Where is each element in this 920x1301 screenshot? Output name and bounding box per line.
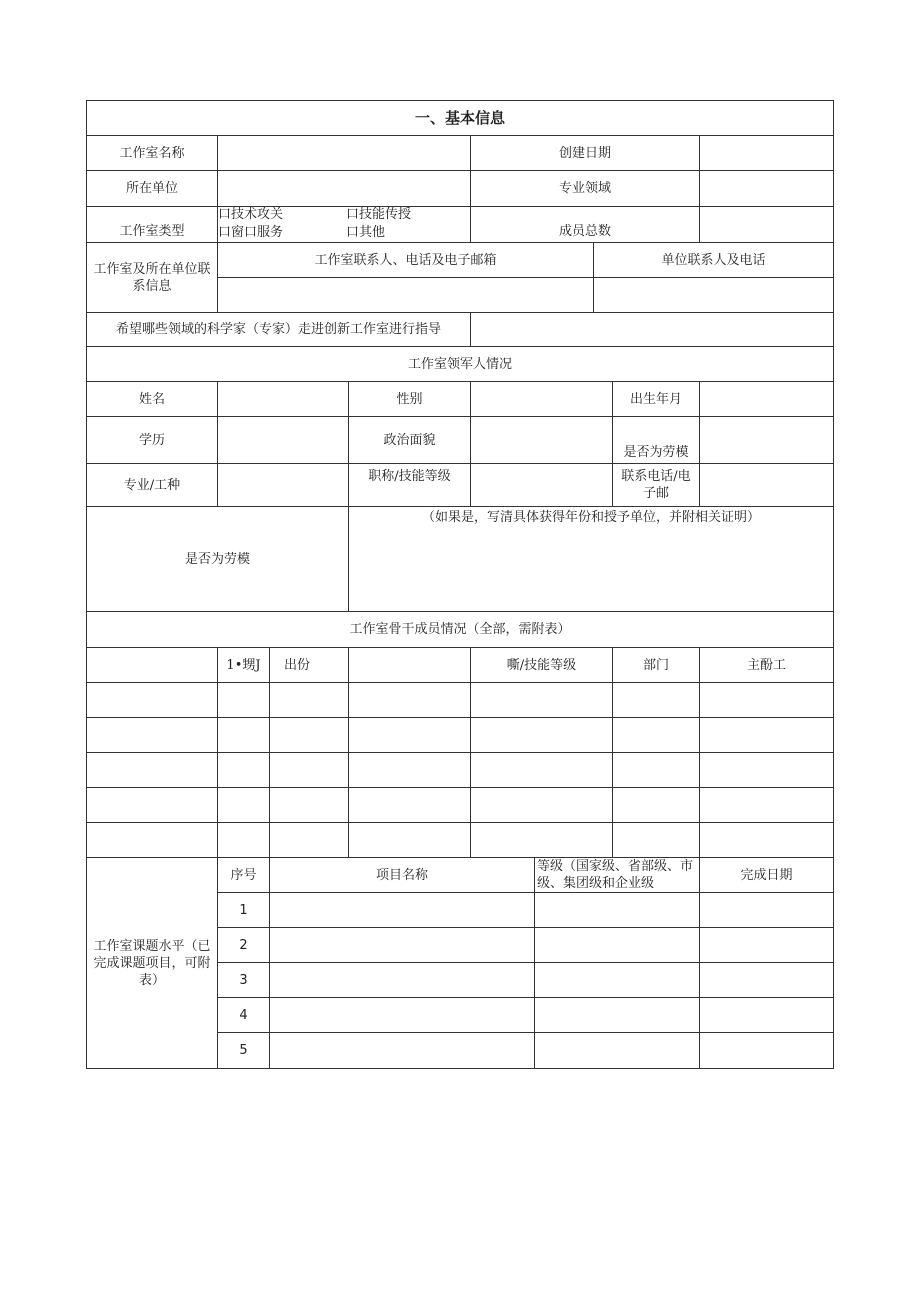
backbone-cell[interactable] (699, 787, 834, 823)
type-option-skill[interactable]: 口技能传授 (346, 207, 412, 222)
backbone-cell[interactable] (269, 787, 349, 823)
project-cell[interactable] (699, 1032, 834, 1069)
leader-birth-field[interactable] (699, 381, 834, 417)
backbone-cell[interactable] (86, 822, 218, 858)
backbone-cell[interactable] (699, 822, 834, 858)
studio-name-label: 工作室名称 (86, 135, 218, 171)
created-date-label: 创建日期 (470, 135, 700, 171)
backbone-cell[interactable] (348, 682, 471, 718)
backbone-cell[interactable] (269, 752, 349, 788)
backbone-section-title: 工作室骨干成员情况（全部，需附表） (86, 611, 834, 648)
backbone-cell[interactable] (269, 717, 349, 753)
projects-header-date: 完成日期 (699, 857, 834, 893)
leader-major-label: 专业/工种 (86, 463, 218, 507)
backbone-cell[interactable] (699, 682, 834, 718)
unit-label: 所在单位 (86, 170, 218, 207)
field-label: 专业领域 (470, 170, 700, 207)
projects-header-seq: 序号 (217, 857, 270, 893)
backbone-cell[interactable] (470, 752, 613, 788)
projects-header-level: 等级（国家级、省部级、市级、集团级和企业级 (534, 857, 700, 893)
backbone-cell[interactable] (86, 787, 218, 823)
type-option-other[interactable]: 口其他 (346, 225, 386, 240)
project-seq: 4 (217, 997, 270, 1033)
backbone-cell[interactable] (348, 787, 471, 823)
expert-label: 希望哪些领域的科学家（专家）走进创新工作室进行指导 (86, 312, 471, 347)
leader-name-label: 姓名 (86, 381, 218, 417)
leader-model-field[interactable] (699, 416, 834, 464)
project-cell[interactable] (534, 927, 700, 963)
backbone-cell[interactable] (470, 717, 613, 753)
studio-name-field[interactable] (217, 135, 471, 171)
backbone-cell[interactable] (348, 752, 471, 788)
backbone-header-6: 主酚工 (699, 647, 834, 683)
backbone-header-blank (86, 647, 218, 683)
project-cell[interactable] (534, 997, 700, 1033)
studio-contact-field[interactable] (217, 277, 594, 313)
backbone-cell[interactable] (86, 717, 218, 753)
backbone-header-2: 出份 (269, 647, 349, 683)
backbone-cell[interactable] (86, 752, 218, 788)
project-cell[interactable] (269, 1032, 535, 1069)
backbone-cell[interactable] (217, 752, 270, 788)
backbone-cell[interactable] (217, 822, 270, 858)
studio-contact-label: 工作室联系人、电话及电子邮箱 (217, 242, 594, 278)
backbone-cell[interactable] (612, 717, 700, 753)
project-seq: 3 (217, 962, 270, 998)
backbone-header-1: 1•甥J (217, 647, 270, 683)
leader-major-field[interactable] (217, 463, 349, 507)
contact-label: 工作室及所在单位联系信息 (86, 242, 218, 313)
backbone-cell[interactable] (269, 822, 349, 858)
backbone-header-5: 部门 (612, 647, 700, 683)
project-cell[interactable] (699, 892, 834, 928)
project-seq: 2 (217, 927, 270, 963)
backbone-cell[interactable] (217, 717, 270, 753)
type-option-window[interactable]: 口窗口服务 (218, 225, 284, 240)
leader-title-level-label: 职称/技能等级 (348, 463, 471, 507)
project-cell[interactable] (269, 997, 535, 1033)
project-seq: 1 (217, 892, 270, 928)
project-seq: 5 (217, 1032, 270, 1069)
backbone-cell[interactable] (612, 787, 700, 823)
projects-header-name: 项目名称 (269, 857, 535, 893)
type-option-tech[interactable]: 口技术攻关 (218, 207, 284, 222)
expert-field[interactable] (470, 312, 834, 347)
leader-phone-field[interactable] (699, 463, 834, 507)
leader-birth-label: 出生年月 (612, 381, 700, 417)
project-cell[interactable] (699, 927, 834, 963)
leader-political-field[interactable] (470, 416, 613, 464)
created-date-field[interactable] (699, 135, 834, 171)
backbone-cell[interactable] (612, 822, 700, 858)
backbone-cell[interactable] (470, 787, 613, 823)
studio-type-label: 工作室类型 (86, 206, 218, 243)
project-cell[interactable] (534, 1032, 700, 1069)
leader-model-label-2: 是否为劳模 (86, 506, 349, 612)
backbone-cell[interactable] (699, 717, 834, 753)
backbone-cell[interactable] (699, 752, 834, 788)
leader-gender-label: 性别 (348, 381, 471, 417)
backbone-cell[interactable] (217, 682, 270, 718)
leader-phone-label: 联系电话/电子邮 (612, 463, 700, 507)
leader-title-level-field[interactable] (470, 463, 613, 507)
leader-education-field[interactable] (217, 416, 349, 464)
backbone-cell[interactable] (86, 682, 218, 718)
backbone-cell[interactable] (217, 787, 270, 823)
members-total-label: 成员总数 (470, 206, 700, 243)
leader-education-label: 学历 (86, 416, 218, 464)
field-field[interactable] (699, 170, 834, 207)
project-cell[interactable] (269, 962, 535, 998)
members-total-field[interactable] (699, 206, 834, 243)
studio-type-options (218, 206, 470, 242)
leader-political-label: 政治面貌 (348, 416, 471, 464)
backbone-cell[interactable] (612, 752, 700, 788)
leader-name-field[interactable] (217, 381, 349, 417)
backbone-cell[interactable] (470, 822, 613, 858)
unit-field[interactable] (217, 170, 471, 207)
project-cell[interactable] (534, 892, 700, 928)
backbone-cell[interactable] (269, 682, 349, 718)
leader-model-label: 是否为劳模 (612, 416, 700, 464)
unit-contact-label: 单位联系人及电话 (593, 242, 834, 278)
backbone-cell[interactable] (470, 682, 613, 718)
project-cell[interactable] (699, 962, 834, 998)
project-cell[interactable] (699, 997, 834, 1033)
leader-model-note-field[interactable]: （如果是，写清具体获得年份和授予单位，并附相关证明） (348, 506, 834, 612)
project-cell[interactable] (269, 892, 535, 928)
project-cell[interactable] (534, 962, 700, 998)
projects-side-label: 工作室课题水平（已完成课题项目，可附表） (86, 857, 218, 1069)
backbone-cell[interactable] (348, 717, 471, 753)
backbone-cell[interactable] (348, 822, 471, 858)
section-title: 一、基本信息 (86, 100, 834, 136)
leader-section-title: 工作室领军人情况 (86, 346, 834, 382)
backbone-header-4: 嘶/技能等级 (470, 647, 613, 683)
project-cell[interactable] (269, 927, 535, 963)
backbone-cell[interactable] (612, 682, 700, 718)
leader-gender-field[interactable] (470, 381, 613, 417)
backbone-header-3 (348, 647, 471, 683)
unit-contact-field[interactable] (593, 277, 834, 313)
